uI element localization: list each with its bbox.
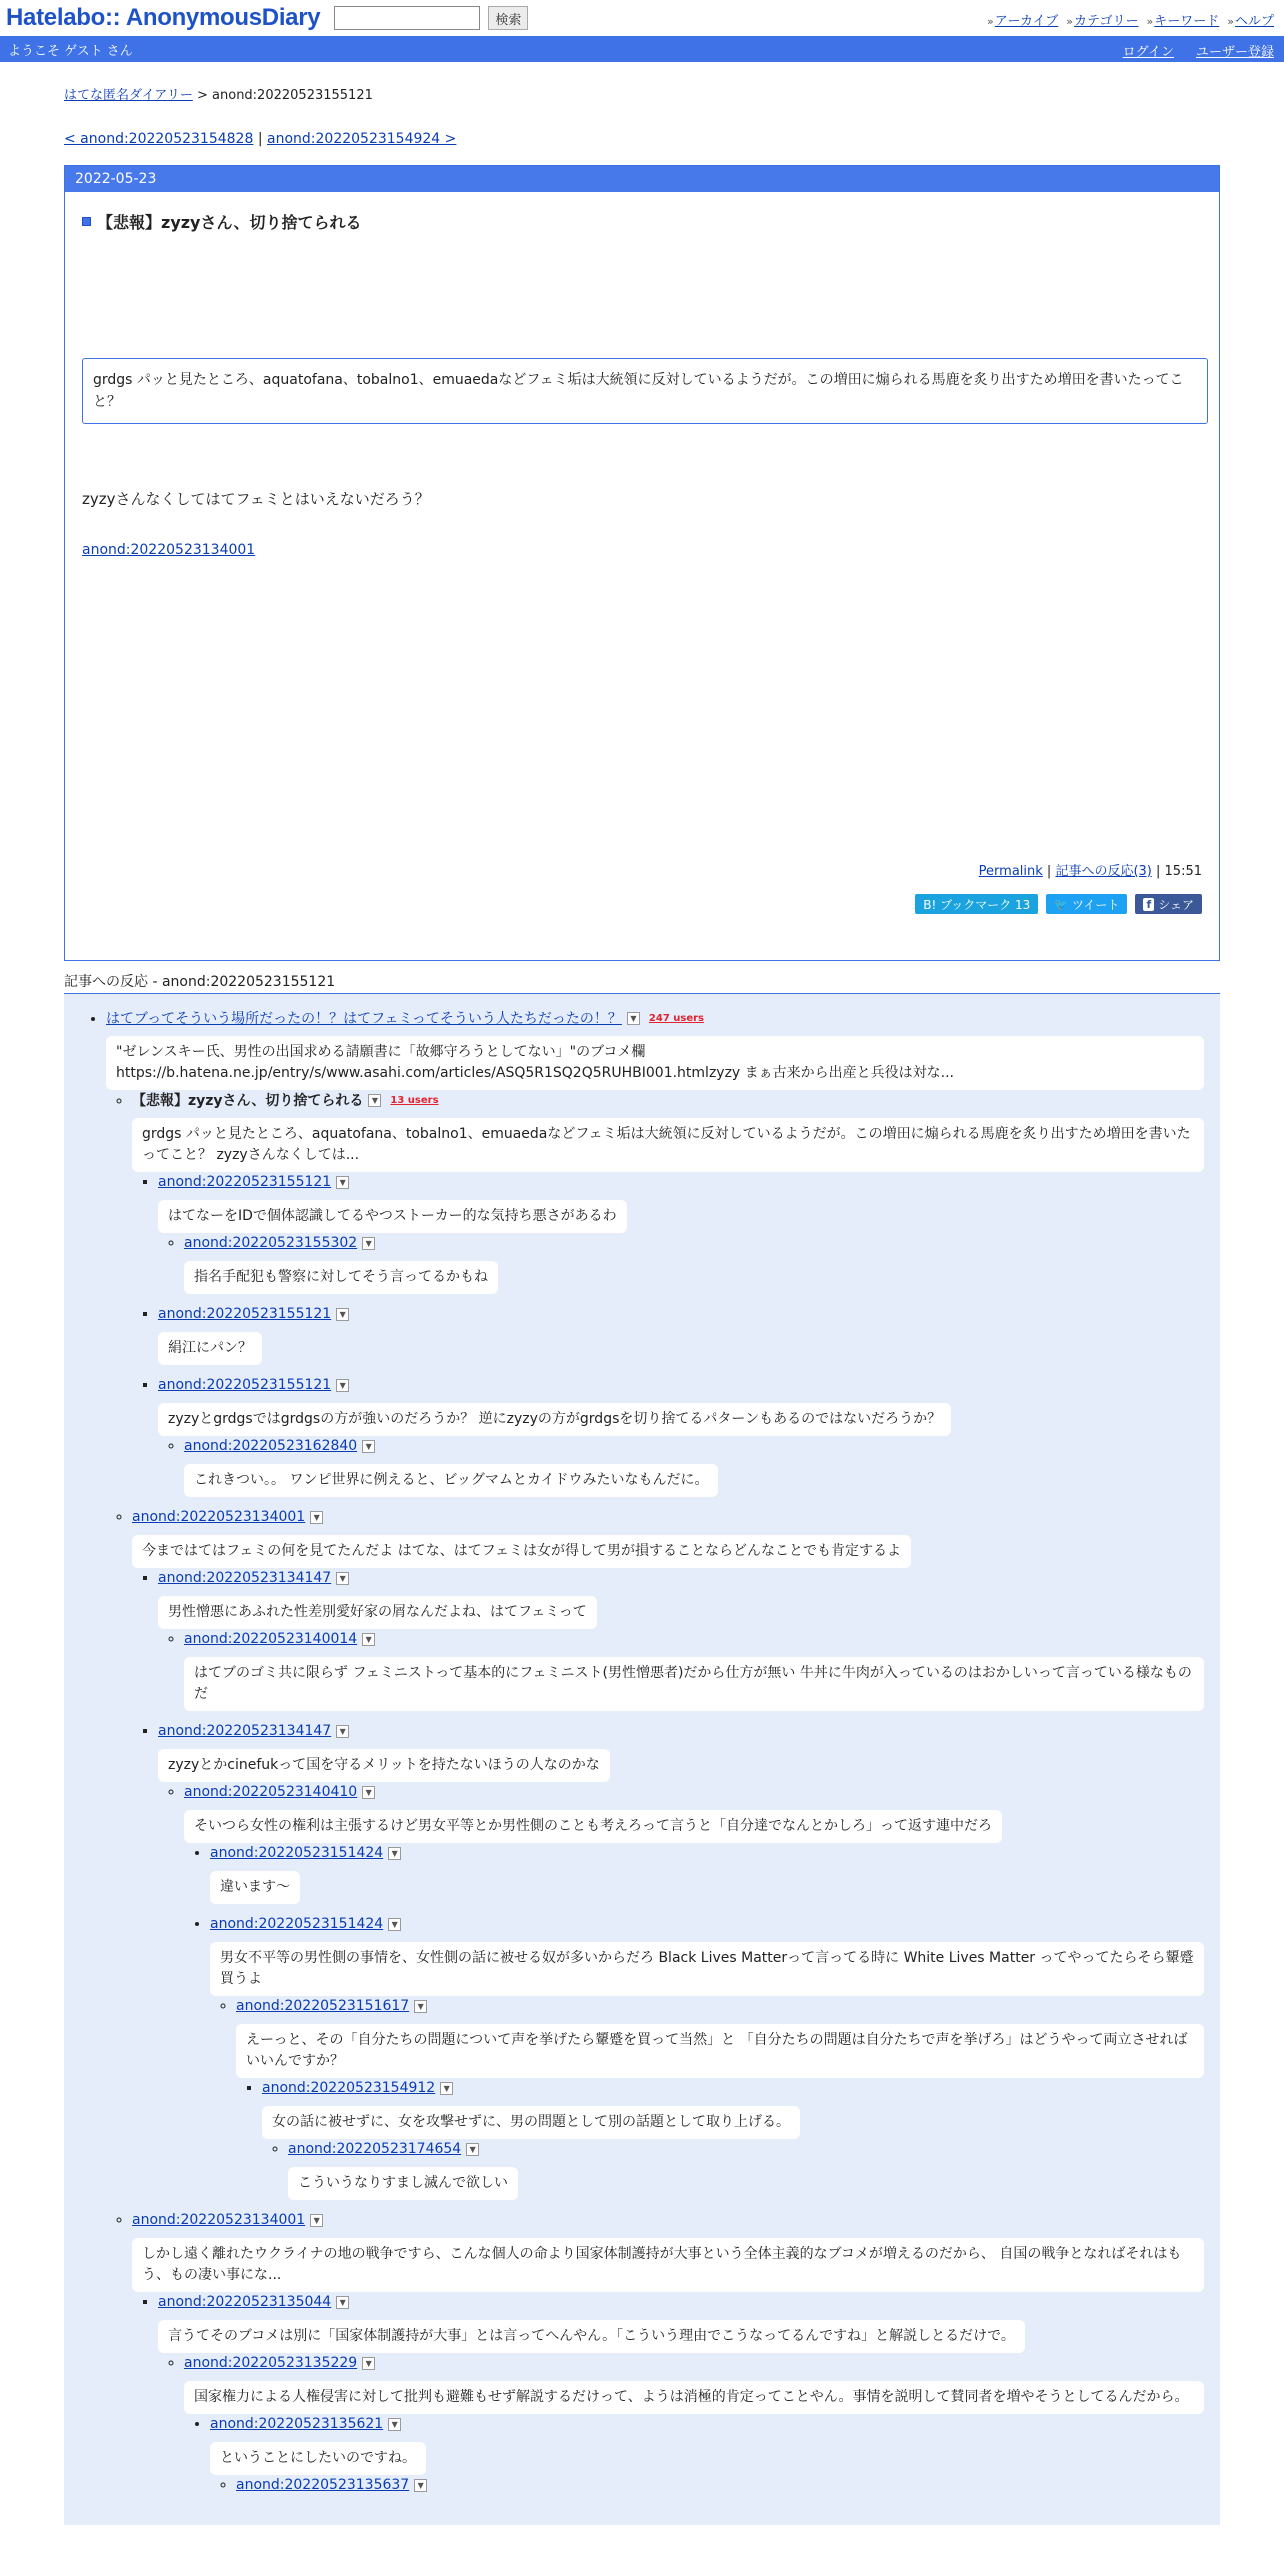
reaction-link[interactable]: ▪ anond:20220523155121	[158, 1306, 332, 1322]
breadcrumb	[64, 84, 1220, 103]
reaction-item	[132, 2210, 1204, 2495]
reaction-link[interactable]: ▪ anond:20220523155121	[158, 1174, 332, 1190]
chevron-down-icon[interactable]: ▼	[440, 2082, 453, 2095]
reactions-link[interactable]: 記事への反応(3)	[1055, 864, 1152, 879]
chevron-down-icon[interactable]: ▼	[368, 1094, 381, 1107]
reaction-snippet: grdgs パッと見たところ、aquatofana、tobalno1、emuaedaなどフェミ垢は大統領に反対しているようだが。この増田に煽られる馬鹿を炙り出すため増田を書いたってこと？ zyzyさんなくしては...	[132, 1118, 1204, 1172]
chevron-down-icon[interactable]: ▼	[362, 1633, 375, 1646]
reaction-tree	[64, 994, 1220, 2525]
snippet-text: "ゼレンスキー氏、男性の出国求める請願書に「故郷守ろうとしてない」"のブコメ欄 https://b.hatena.ne.jp/entry/s/www.asahi.com/articles/ASQ5R1SQ2Q5RUHBI001.html	[116, 1044, 709, 1081]
welcome-text: ようこそ ゲスト さん	[8, 43, 133, 59]
chevron-down-icon[interactable]: ▼	[388, 2418, 401, 2431]
chevron-down-icon[interactable]: ▼	[466, 2143, 479, 2156]
reaction-item	[158, 1375, 1204, 1497]
next-entry-link[interactable]: anond:20220523154924 >	[267, 131, 457, 147]
entry-title	[82, 210, 361, 233]
chevron-down-icon[interactable]: ▼	[362, 1440, 375, 1453]
reaction-link[interactable]: ▪ anond:20220523135044	[158, 2294, 332, 2310]
top-bar	[0, 0, 1284, 36]
reaction-item	[158, 1568, 1204, 1711]
reaction-link[interactable]: ◦ anond:20220523140410	[184, 1784, 358, 1800]
facebook-icon: f	[1143, 898, 1154, 911]
reaction-link[interactable]: ◦ anond:20220523134001	[132, 1509, 306, 1525]
entry-meta: Permalink | 記事への反応(3) | 15:51	[978, 864, 1202, 879]
reaction-item	[184, 1233, 1204, 1294]
entry-title-text: 【悲報】zyzyさん、切り捨てられる	[97, 213, 362, 232]
welcome-bar	[0, 36, 1284, 62]
reaction-link[interactable]: ◦ anond:20220523151617	[236, 1998, 410, 2014]
search-input[interactable]	[334, 6, 480, 30]
search-button[interactable]: 検索	[488, 6, 528, 30]
reaction-link[interactable]: ◦ anond:20220523162840	[184, 1438, 358, 1454]
reaction-item	[158, 1304, 1204, 1365]
chevron-down-icon[interactable]: ▼	[414, 2000, 427, 2013]
tweet-label: ツイート	[1072, 897, 1120, 912]
chevron-down-icon[interactable]: ▼	[414, 2479, 427, 2492]
reaction-title[interactable]: ◦ 【悲報】zyzyさん、切り捨てられる	[132, 1093, 364, 1109]
reaction-snippet: ということにしたいのですね。	[210, 2442, 426, 2475]
reaction-item	[106, 1008, 1204, 2495]
entry-pager	[64, 131, 1220, 147]
chevron-down-icon[interactable]: ▼	[310, 1511, 323, 1524]
reaction-link[interactable]: ▪ anond:20220523154912	[262, 2080, 436, 2096]
reaction-snippet: 言うてそのブコメは別に「国家体制護持が大事」とは言ってへんやん。「こういう理由でこうなってるんですね」と解説しとるだけで。	[158, 2320, 1025, 2353]
pager-sep: |	[257, 131, 263, 147]
reaction-snippet: えーっと、その「自分たちの問題について声を挙げたら顰蹙を買って当然」と 「自分たちの問題は自分たちで声を挙げろ」はどうやって両立させればいいんですか？	[236, 2024, 1204, 2078]
reaction-snippet: 指名手配犯も警察に対してそう言ってるかもね	[184, 1261, 498, 1294]
login-link[interactable]: ログイン	[1122, 45, 1174, 60]
reaction-snippet: 女の話に被せずに、女を攻撃せずに、男の問題として別の話題として取り上げる。	[262, 2106, 800, 2139]
breadcrumb-sep: >	[196, 88, 208, 103]
reaction-item	[210, 1914, 1204, 2200]
reaction-item	[210, 2414, 1204, 2495]
reaction-snippet: 男女不平等の男性側の事情を、女性側の話に被せる奴が多いからだろ Black Lives Matterって言ってる時に White Lives Matter ってやってたらそら顰蹙買うよ	[210, 1942, 1204, 1996]
reaction-item	[288, 2139, 1204, 2200]
entry-box	[64, 165, 1220, 961]
breadcrumb-root[interactable]: はてな匿名ダイアリー	[64, 88, 193, 103]
category-link[interactable]: » カテゴリー	[1066, 10, 1138, 29]
chevron-down-icon[interactable]: ▼	[336, 1308, 349, 1321]
reaction-snippet: しかし遠く離れたウクライナの地の戦争ですら、こんな個人の命より国家体制護持が大事という全体主義的なブコメが増えるのだから、 自国の戦争となればそれはもう、もの凄い事にな...	[132, 2238, 1204, 2292]
bookmark-users-badge[interactable]: 13 users	[390, 1094, 439, 1106]
reaction-link[interactable]: ▪ anond:20220523134147	[158, 1723, 332, 1739]
reaction-item	[184, 1782, 1204, 2200]
reaction-item	[236, 1996, 1204, 2200]
reaction-link[interactable]: ◦ anond:20220523155302	[184, 1235, 358, 1251]
bird-icon: 🐦	[1054, 897, 1069, 911]
reaction-link[interactable]: ◦ anond:20220523140014	[184, 1631, 358, 1647]
square-icon[interactable]	[82, 217, 91, 226]
reaction-snippet: 絹江にパン？	[158, 1332, 262, 1365]
reaction-snippet: 男性憎悪にあふれた性差別愛好家の屑なんだよね、はてフェミって	[158, 1596, 597, 1629]
tweet-button[interactable]	[1046, 894, 1127, 914]
top-links	[987, 10, 1274, 29]
chevron-down-icon[interactable]: ▼	[336, 1176, 349, 1189]
reaction-link[interactable]: ▪ anond:20220523134147	[158, 1570, 332, 1586]
reaction-snippet: 違います〜	[210, 1871, 300, 1904]
prev-entry-link[interactable]: < anond:20220523154828	[64, 131, 254, 147]
reaction-snippet: zyzyとgrdgsではgrdgsの方が強いのだろうか？ 逆にzyzyの方がgrdgsを切り捨てるパターンもあるのではないだろうか？	[158, 1403, 951, 1436]
help-link[interactable]: » ヘルプ	[1227, 10, 1274, 29]
bookmark-button[interactable]: B! ブックマーク 13	[915, 894, 1038, 914]
chevron-down-icon[interactable]: ▼	[362, 1786, 375, 1799]
main-content	[64, 84, 1220, 2525]
chevron-down-icon[interactable]: ▼	[336, 1379, 349, 1392]
keyword-link[interactable]: » キーワード	[1147, 10, 1220, 29]
chevron-down-icon[interactable]: ▼	[388, 1918, 401, 1931]
reaction-item	[158, 2292, 1204, 2495]
reaction-link[interactable]: ◦ anond:20220523134001	[132, 2212, 306, 2228]
share-buttons	[915, 894, 1202, 914]
reaction-item	[132, 1090, 1204, 1497]
reaction-link[interactable]: • はてブってそういう場所だったの！？はてフェミってそういう人たちだったの！？	[106, 1011, 622, 1027]
bookmark-users-badge[interactable]: 247 users	[648, 1012, 704, 1024]
entry-date: 2022-05-23	[65, 166, 1219, 192]
facebook-share-button[interactable]	[1135, 894, 1202, 914]
entry-anond-link[interactable]: anond:20220523134001	[82, 542, 256, 558]
site-logo[interactable]: Hatelabo:: AnonymousDiary	[6, 4, 321, 31]
reaction-snippet	[106, 1036, 1204, 1090]
archive-link[interactable]: » アーカイブ	[987, 10, 1058, 29]
reaction-item	[236, 2475, 1204, 2495]
reaction-snippet: こういうなりすまし滅んで欲しい	[288, 2167, 518, 2200]
chevron-down-icon[interactable]: ▼	[627, 1012, 640, 1025]
reaction-link[interactable]: • anond:20220523151424	[210, 1845, 384, 1861]
chevron-down-icon[interactable]: ▼	[362, 1237, 375, 1250]
snippet-text-2: zyzy まぁ古来から出産と兵役は対な...	[708, 1065, 955, 1081]
chevron-down-icon[interactable]: ▼	[336, 2296, 349, 2309]
reaction-item	[158, 1721, 1204, 2200]
chevron-down-icon[interactable]: ▼	[310, 2214, 323, 2227]
reaction-link[interactable]: • anond:20220523151424	[210, 1916, 384, 1932]
entry-body: zyzyさんなくしてはてフェミとはいえないだろう？	[82, 490, 430, 508]
reaction-item	[184, 1629, 1204, 1711]
reaction-item	[262, 2078, 1204, 2200]
breadcrumb-current: anond:20220523155121	[212, 88, 373, 103]
reactions-heading: 記事への反応 - anond:20220523155121	[64, 971, 1220, 994]
register-link[interactable]: ユーザー登録	[1195, 45, 1274, 60]
chevron-down-icon[interactable]: ▼	[388, 1847, 401, 1860]
chevron-down-icon[interactable]: ▼	[336, 1725, 349, 1738]
reaction-snippet: はてブのゴミ共に限らず フェミニストって基本的にフェミニスト(男性憎悪者)だから仕方が無い 牛丼に牛肉が入っているのはおかしいって言っている様なものだ	[184, 1657, 1204, 1711]
reaction-link[interactable]: • anond:20220523135621	[210, 2416, 384, 2432]
reaction-snippet: そいつら女性の権利は主張するけど男女平等とか男性側のことも考えろって言うと「自分達でなんとかしろ」って返す連中だろ	[184, 1810, 1002, 1843]
reaction-item	[184, 2353, 1204, 2495]
reaction-item	[132, 1507, 1204, 2200]
reaction-snippet: これきつい。。 ワンピ世界に例えると、ビッグマムとカイドウみたいなもんだに。	[184, 1464, 718, 1497]
reaction-link[interactable]: ◦ anond:20220523174654	[288, 2141, 462, 2157]
search-form	[334, 6, 528, 30]
share-label: シェア	[1158, 897, 1194, 912]
chevron-down-icon[interactable]: ▼	[336, 1572, 349, 1585]
reaction-link[interactable]: ◦ anond:20220523135637	[236, 2477, 410, 2493]
permalink[interactable]: Permalink	[978, 864, 1043, 879]
reaction-snippet: 国家権力による人権侵害に対して批判も避難もせず解説するだけって、ようは消極的肯定ってことやん。事情を説明して賛同者を増やそうとしてるんだから。	[184, 2381, 1204, 2414]
reaction-item	[184, 1436, 1204, 1497]
reaction-link[interactable]: ▪ anond:20220523155121	[158, 1377, 332, 1393]
reaction-snippet: はてなーをIDで個体認識してるやつストーカー的な気持ち悪さがあるわ	[158, 1200, 627, 1233]
reaction-item	[210, 1843, 1204, 1904]
chevron-down-icon[interactable]: ▼	[362, 2357, 375, 2370]
reaction-snippet: zyzyとかcinefukって国を守るメリットを持たないほうの人なのかな	[158, 1749, 610, 1782]
entry-time: 15:51	[1164, 864, 1202, 879]
reaction-link[interactable]: ◦ anond:20220523135229	[184, 2355, 358, 2371]
reaction-snippet: 今まではてはフェミの何を見てたんだよ はてな、はてフェミは女が得して男が損することならどんなことでも肯定するよ	[132, 1535, 911, 1568]
reaction-item	[158, 1172, 1204, 1294]
entry-quote: grdgs パッと見たところ、aquatofana、tobalno1、emuaedaなどフェミ垢は大統領に反対しているようだが。この増田に煽られる馬鹿を炙り出すため増田を書いたってこと？	[82, 358, 1208, 424]
